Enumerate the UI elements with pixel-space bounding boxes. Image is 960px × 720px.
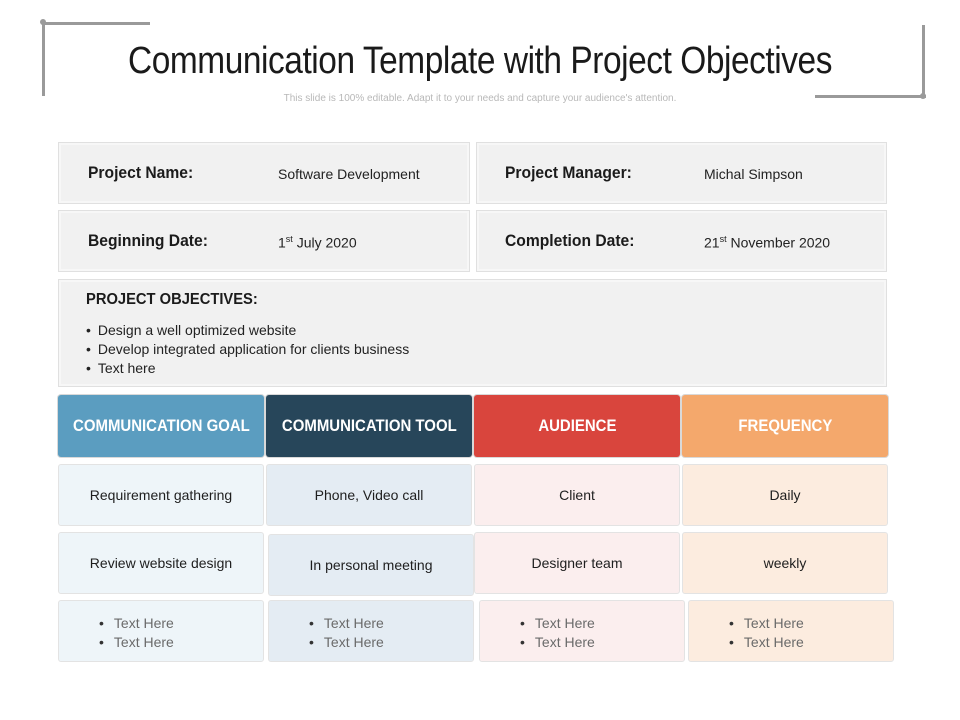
- audience-bullets-cell: [479, 600, 685, 662]
- project-manager-label: Project Manager:: [505, 163, 632, 182]
- beginning-date-value: 1st July 2020: [278, 234, 357, 251]
- bullet-item: • Text Here: [520, 614, 595, 633]
- header-frequency: FREQUENCY: [682, 395, 888, 457]
- beginning-date-label: Beginning Date:: [88, 231, 208, 250]
- project-name-value: Software Development: [278, 166, 420, 182]
- header-communication-goal: COMMUNICATION GOAL: [58, 395, 264, 457]
- bullet-item: • Text Here: [729, 633, 804, 652]
- audience-cell-row1: Client: [474, 464, 680, 526]
- page-subtitle: This slide is 100% editable. Adapt it to your needs and capture your audience's attention.: [283, 93, 677, 104]
- tool-bullets-cell: [268, 600, 474, 662]
- header-communication-tool: COMMUNICATION TOOL: [266, 395, 472, 457]
- header-audience: AUDIENCE: [474, 395, 680, 457]
- bullet-item: • Text Here: [99, 614, 174, 633]
- audience-cell-row2: Designer team: [474, 532, 680, 594]
- objective-item: • Text here: [86, 359, 409, 378]
- completion-date-value: 21st November 2020: [704, 234, 831, 251]
- frequency-cell-row1: Daily: [682, 464, 888, 526]
- frequency-bullets-cell: [688, 600, 894, 662]
- objective-item: • Design a well optimized website: [86, 321, 409, 340]
- completion-date-label: Completion Date:: [505, 231, 635, 250]
- tool-cell-row1: Phone, Video call: [266, 464, 472, 526]
- project-manager-value: Michal Simpson: [704, 166, 803, 182]
- bullet-item: • Text Here: [520, 633, 595, 652]
- page-title: Communication Template with Project Objectives: [128, 40, 832, 82]
- goal-cell-row1: Requirement gathering: [58, 464, 264, 526]
- bullet-item: • Text Here: [99, 633, 174, 652]
- goal-bullets-cell: [58, 600, 264, 662]
- bullet-item: • Text Here: [729, 614, 804, 633]
- objectives-list: [86, 321, 409, 378]
- objectives-title: PROJECT OBJECTIVES:: [86, 291, 258, 308]
- goal-cell-row2: Review website design: [58, 532, 264, 594]
- tool-cell-row2: In personal meeting: [268, 534, 474, 596]
- bullet-item: • Text Here: [309, 614, 384, 633]
- objective-item: • Develop integrated application for clients business: [86, 340, 409, 359]
- frequency-cell-row2: weekly: [682, 532, 888, 594]
- bullet-item: • Text Here: [309, 633, 384, 652]
- project-name-label: Project Name:: [88, 163, 194, 182]
